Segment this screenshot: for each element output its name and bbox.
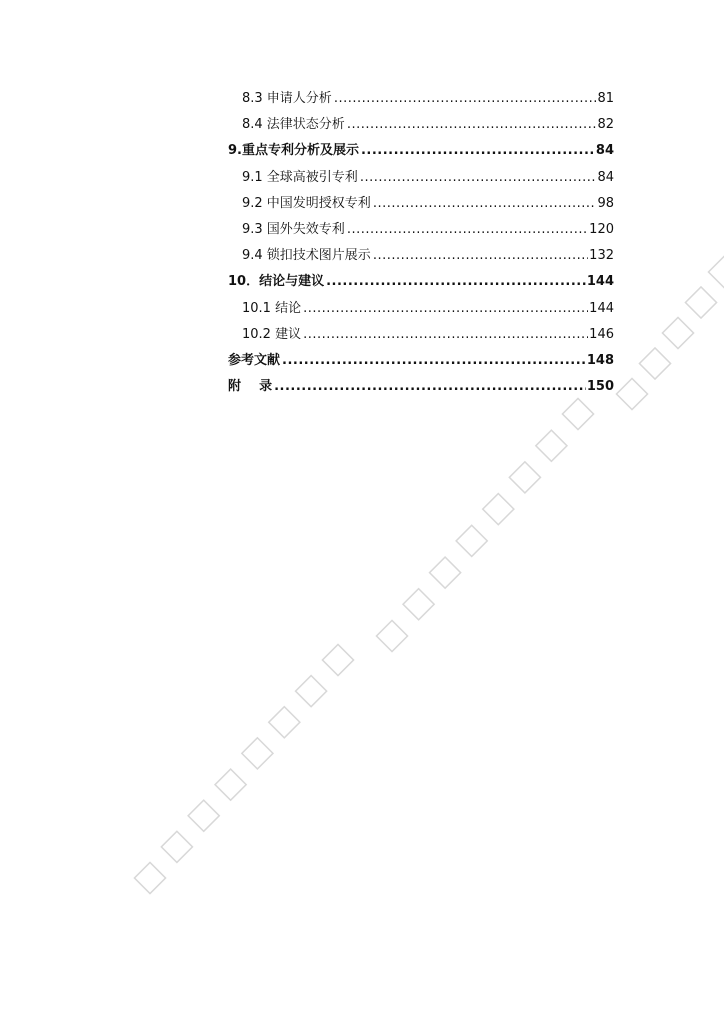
watermark-square xyxy=(322,644,353,675)
toc-entry-page: 132 xyxy=(589,248,614,264)
toc-entry-page: 146 xyxy=(589,326,614,342)
toc-chapter-label: 参考文献 xyxy=(228,352,281,368)
watermark-square xyxy=(616,378,647,409)
watermark-square xyxy=(403,589,434,620)
toc-dot-leader xyxy=(373,243,588,269)
watermark-square xyxy=(430,557,461,588)
watermark-square xyxy=(188,800,219,831)
watermark-square xyxy=(161,831,192,862)
watermark-square xyxy=(509,462,540,493)
toc-dot-leader xyxy=(360,165,597,191)
toc-entry[interactable] xyxy=(228,296,614,322)
toc-dot-leader xyxy=(303,296,588,322)
watermark-square xyxy=(376,620,407,651)
toc-entry-label: 9.4 锁扣技术图片展示 xyxy=(242,248,371,264)
toc-entry-label: 9.2 中国发明授权专利 xyxy=(242,195,371,211)
toc-chapter-label: 10．结论与建议 xyxy=(228,274,325,290)
watermark-square xyxy=(483,494,514,525)
toc-entry-label: 8.4 法律状态分析 xyxy=(242,117,345,133)
toc-entry[interactable] xyxy=(228,322,614,348)
toc-chapter-label: 附 录 xyxy=(228,379,273,395)
toc-chapter-page: 148 xyxy=(586,352,614,368)
toc-entry[interactable] xyxy=(228,243,614,269)
watermark-square xyxy=(296,676,327,707)
watermark-square xyxy=(685,287,716,318)
toc-dot-leader xyxy=(347,112,597,138)
toc-entry[interactable] xyxy=(228,191,614,217)
toc-dot-leader xyxy=(347,217,588,243)
toc-chapter-label: 9.重点专利分析及展示 xyxy=(228,143,359,159)
toc-chapter-page: 144 xyxy=(586,274,614,290)
table-of-contents xyxy=(228,86,614,400)
toc-chapter-page: 84 xyxy=(595,143,614,159)
watermark-square xyxy=(456,525,487,556)
watermark-square xyxy=(215,769,246,800)
toc-entry-label: 10.2 建议 xyxy=(242,326,302,342)
toc-entry-label: 9.1 全球高被引专利 xyxy=(242,169,358,185)
toc-dot-leader xyxy=(303,322,588,348)
toc-entry-page: 144 xyxy=(589,300,614,316)
toc-entry-label: 9.3 国外失效专利 xyxy=(242,222,345,238)
toc-chapter[interactable] xyxy=(228,138,614,164)
watermark-square xyxy=(242,738,273,769)
toc-entry-label: 8.3 申请人分析 xyxy=(242,91,332,107)
toc-entry-page: 120 xyxy=(589,222,614,238)
watermark-square xyxy=(639,348,670,379)
watermark-square xyxy=(662,317,693,348)
toc-entry-page: 81 xyxy=(597,91,614,107)
toc-dot-leader xyxy=(334,86,597,112)
toc-chapter[interactable] xyxy=(228,348,614,374)
toc-dot-leader xyxy=(361,138,595,164)
toc-dot-leader xyxy=(373,191,597,217)
toc-entry-page: 82 xyxy=(597,117,614,133)
toc-entry-page: 84 xyxy=(597,169,614,185)
toc-entry[interactable] xyxy=(228,112,614,138)
toc-dot-leader xyxy=(282,348,586,374)
watermark-square xyxy=(536,430,567,461)
watermark-square xyxy=(269,707,300,738)
toc-entry[interactable] xyxy=(228,217,614,243)
toc-chapter[interactable] xyxy=(228,269,614,295)
toc-chapter-page: 150 xyxy=(586,379,614,395)
toc-dot-leader xyxy=(274,374,586,400)
toc-entry-label: 10.1 结论 xyxy=(242,300,302,316)
watermark-square xyxy=(708,256,724,287)
watermark-square xyxy=(562,398,593,429)
toc-chapter[interactable] xyxy=(228,374,614,400)
toc-entry-page: 98 xyxy=(597,195,614,211)
watermark-square xyxy=(134,862,165,893)
toc-dot-leader xyxy=(326,269,586,295)
toc-entry[interactable] xyxy=(228,86,614,112)
toc-entry[interactable] xyxy=(228,165,614,191)
